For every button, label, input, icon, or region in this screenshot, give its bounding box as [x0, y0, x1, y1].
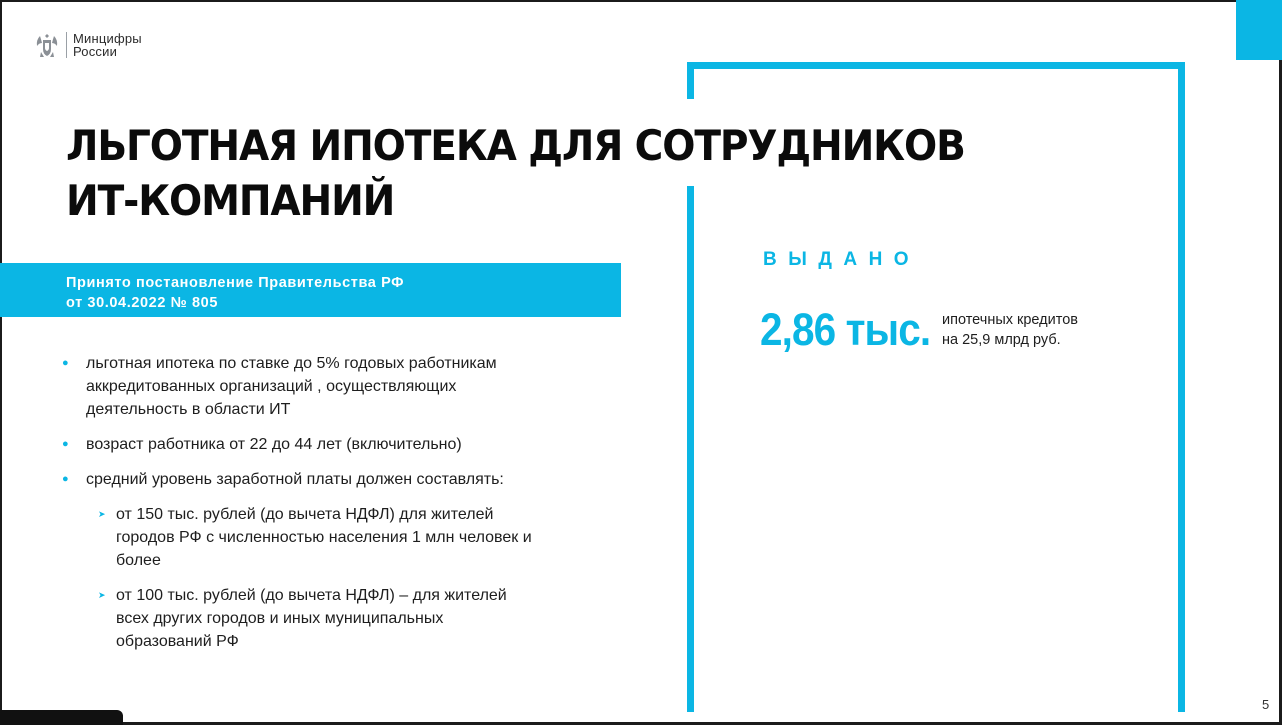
sub-list-item [62, 584, 622, 653]
sub-list-item-line: всех других городов и иных муниципальных [116, 610, 444, 627]
emblem-icon [34, 30, 60, 60]
logo-line-2: России [73, 44, 118, 59]
bullet-dot-icon: ● [62, 438, 69, 450]
stats-box-right-border [1178, 62, 1185, 712]
conditions-list [62, 352, 622, 653]
logo-text [73, 32, 142, 58]
list-item [62, 352, 622, 421]
stats-box-left-border [687, 186, 694, 712]
logo-divider [66, 32, 67, 58]
issued-label: ВЫДАНО [763, 249, 921, 270]
logo-line-1: Минцифры [73, 31, 142, 46]
stats-box-left-border [687, 62, 694, 99]
frame-top-edge [0, 0, 1282, 2]
sub-list-item-line: более [116, 552, 161, 569]
sub-list-item-line: образований РФ [116, 633, 239, 650]
list-item-line: аккредитованных организаций , осуществляющих [86, 378, 457, 395]
bottom-tab [0, 710, 123, 725]
decree-text [66, 273, 404, 313]
sub-list-item [62, 503, 622, 572]
list-item-line: возраст работника от 22 до 44 лет (включительно) [86, 436, 462, 453]
slide-title [66, 118, 965, 228]
title-line-1: ЛЬГОТНАЯ ИПОТЕКА ДЛЯ СОТРУДНИКОВ [66, 121, 965, 170]
issued-count: 2,86 тыс. [760, 304, 931, 355]
issued-description-line-2: на 25,9 млрд руб. [942, 332, 1061, 348]
sub-list-item-line: городов РФ с численностью населения 1 млн человек и [116, 529, 532, 546]
list-item-line: льготная ипотека по ставке до 5% годовых работникам [86, 355, 497, 372]
corner-accent [1236, 0, 1282, 60]
bullet-arrow-icon: ➤ [98, 590, 106, 600]
title-line-2: ИТ-КОМПАНИЙ [66, 176, 395, 225]
list-item [62, 433, 622, 456]
bullet-dot-icon: ● [62, 473, 69, 485]
bullet-dot-icon: ● [62, 357, 69, 369]
list-item-line: средний уровень заработной платы должен составлять: [86, 471, 504, 488]
bullet-arrow-icon: ➤ [98, 509, 106, 519]
list-item [62, 468, 622, 491]
ministry-logo [34, 30, 142, 60]
stats-box-top-border [687, 62, 1185, 69]
sub-list-item-line: от 150 тыс. рублей (до вычета НДФЛ) для жителей [116, 506, 494, 523]
list-item-line: деятельность в области ИТ [86, 401, 291, 418]
issued-description-line-1: ипотечных кредитов [942, 312, 1078, 328]
decree-line-1: Принято постановление Правительства РФ [66, 275, 405, 291]
issued-description [942, 310, 1078, 350]
decree-line-2: от 30.04.2022 № 805 [66, 295, 219, 311]
frame-left-edge [0, 0, 2, 725]
sub-list-item-line: от 100 тыс. рублей (до вычета НДФЛ) – для жителей [116, 587, 507, 604]
page-number: 5 [1262, 697, 1270, 712]
